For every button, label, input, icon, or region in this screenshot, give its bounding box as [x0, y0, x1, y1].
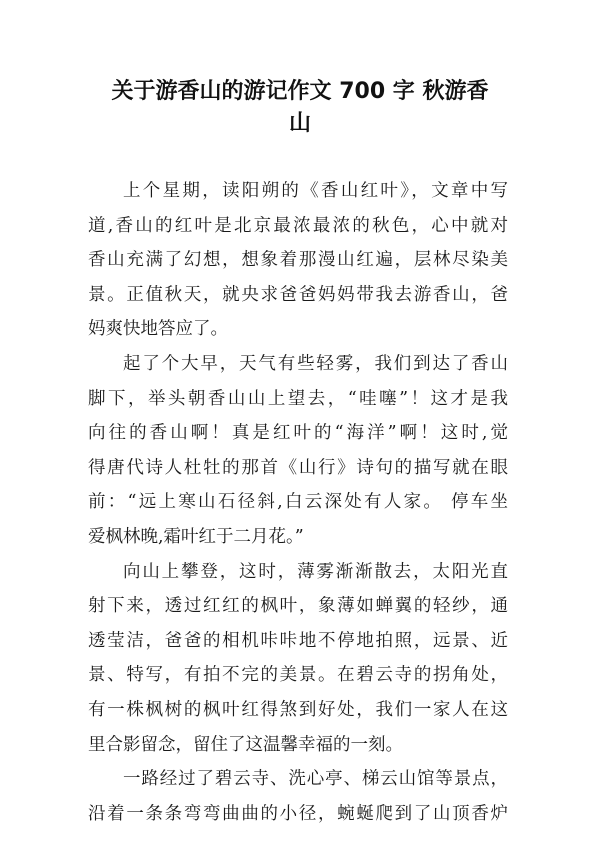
text-line: 爱枫林晚,霜叶红于二月花。”: [88, 526, 304, 547]
paragraph-4: [88, 762, 508, 831]
text-line: 妈爽快地答应了。: [88, 319, 228, 340]
text-line: 起了个大早，天气有些轻雾，我们到达了香山: [123, 353, 508, 374]
document-body: [88, 174, 508, 831]
document-title: [88, 76, 512, 140]
text-line: 景、特写，有拍不完的美景。在碧云寺的拐角处，: [88, 665, 508, 686]
text-line: 前：“远上寒山石径斜,白云深处有人家。 停车坐: [88, 492, 508, 513]
text-line: 得唐代诗人杜牡的那首《山行》诗句的描写就在眼: [88, 457, 508, 478]
title-line-1: 关于游香山的游记作文 700 字 秋游香: [111, 79, 489, 104]
paragraph-2: [88, 347, 508, 555]
text-line: 有一株枫树的枫叶红得煞到好处，我们一家人在这: [88, 699, 508, 720]
text-line: 脚下，举头朝香山山上望去，“哇噻”！这才是我: [88, 388, 508, 409]
paragraph-1: [88, 174, 508, 347]
text-line: 一路经过了碧云寺、洗心亭、梯云山馆等景点，: [123, 769, 508, 790]
title-line-2: 山: [288, 111, 311, 136]
text-line: 香山充满了幻想，想象着那漫山红遍，层林尽染美: [88, 250, 508, 271]
text-line: 上个星期，读阳朔的《香山红叶》，文章中写: [123, 181, 508, 201]
text-line: 景。正值秋天，就央求爸爸妈妈带我去游香山，爸: [88, 284, 508, 305]
text-line: 沿着一条条弯弯曲曲的小径，蜿蜒爬到了山顶香炉: [88, 803, 508, 824]
text-line: 透莹洁，爸爸的相机咔咔地不停地拍照，远景、近: [88, 630, 508, 651]
text-line: 里合影留念，留住了这温馨幸福的一刻。: [88, 734, 403, 755]
text-line: 射下来，透过红红的枫叶，象薄如蝉翼的轻纱，通: [88, 596, 508, 617]
paragraph-3: [88, 555, 508, 763]
text-line: 道,香山的红叶是北京最浓最浓的秋色，心中就对: [88, 215, 508, 236]
text-line: 向山上攀登，这时，薄雾渐渐散去，太阳光直: [123, 561, 508, 582]
text-line: 向往的香山啊！真是红叶的“海洋”啊！这时,觉: [88, 423, 508, 444]
